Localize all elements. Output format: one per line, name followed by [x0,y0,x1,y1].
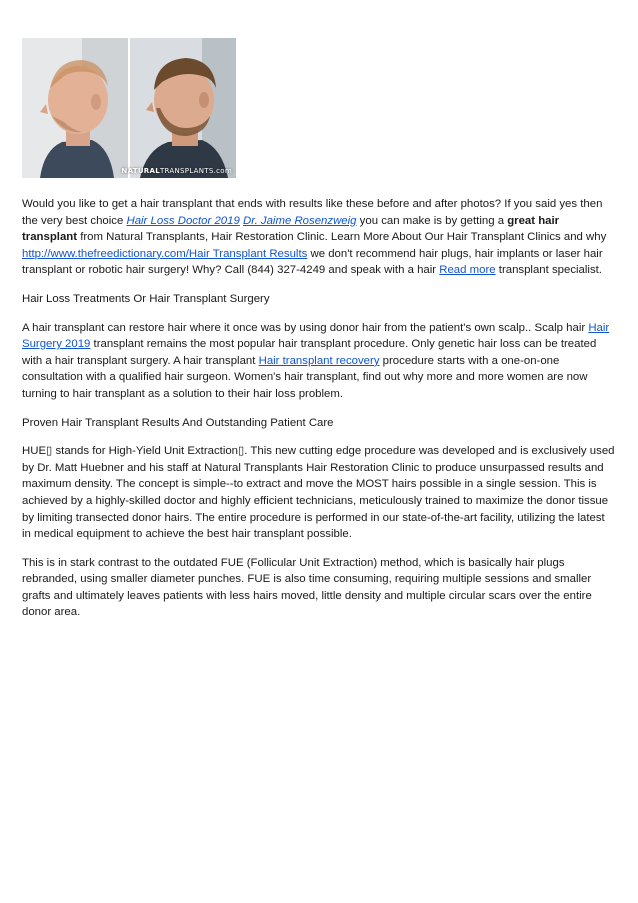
brand-part1: NATURAL [121,167,160,175]
link-hair-surgery-2019[interactable]: Hair Surgery 2019 [22,321,610,351]
link-thefreedictionary[interactable]: http://www.thefreedictionary.com/Hair Transplant Results [22,247,308,260]
paragraph-intro [22,196,616,279]
heading-proven-results: Proven Hair Transplant Results And Outstanding Patient Care [22,416,334,429]
paragraph-hue: HUE▯ stands for High-Yield Unit Extraction▯. This new cutting edge procedure was developed and is exclusively used by Dr. Matt Huebner and his staff at Natural Transplants Hair Restoration Clinic to produce unsurpassed results and maximum density. The concept is simple--to extract and move the MOST hairs possible in a single session. This is achieved by a highly-skilled doctor and highly efficient technicians, meticulously trained to maximize the donor tissue by limiting transected donor hairs. The entire procedure is performed in our state-of-the-art facility, utilizing the latest in medical equipment to achieve the best hair transplant possible. [22,445,615,541]
bold-great-hair-transplant: great hair transplant [22,214,560,244]
link-dr-jaime-rosenzweig[interactable]: Dr. Jaime Rosenzweig [242,214,357,227]
link-hair-transplant-recovery[interactable]: Hair transplant recovery [258,354,380,367]
text: A hair transplant can restore hair where it once was by using donor hair from the patient's own scalp.. Scalp hair [22,321,589,334]
paragraph-fue-contrast: This is in stark contrast to the outdated FUE (Follicular Unit Extraction) method, which is basically hair plugs rebranded, using smaller diameter punches. FUE is also time consuming, requiring multiple sessions and smaller grafts and ultimately leaves patients with less hairs moved, little density and multiple circular scars over the entire donor area. [22,556,592,619]
text: Would you like to get a hair transplant that ends with results like these before and after photos? If you said yes then the very best choice [22,198,603,227]
link-read-more[interactable]: Read more [439,264,496,277]
brand-part2: TRANSPLANTS.com [159,167,232,175]
text: transplant remains the most popular hair transplant procedure. Only genetic hair loss can be treated with a hair transplant surgery. A hair transplant [22,338,597,367]
brand-watermark [121,167,232,175]
text: we don't recommend hair plugs, hair implants or laser hair transplant or robotic hair surgery! Why? Call (844) 327-4249 and speak with a hair [22,247,603,277]
paragraph-hair-transplant [22,320,616,403]
before-after-illustration [22,38,236,178]
before-after-photo [22,38,236,178]
text: from Natural Transplants, Hair Restoration Clinic. Learn More About Our Hair Transplant Clinics and why [77,231,607,244]
article-body [22,196,616,633]
heading-hair-loss-treatments: Hair Loss Treatments Or Hair Transplant Surgery [22,292,270,305]
text: procedure starts with a one-on-one consultation with a qualified hair surgeon. Women's hair transplant, find out why more and more women are now turning to hair transplant as a solution to their hair loss problem. [22,354,588,400]
link-hair-loss-doctor[interactable]: Hair Loss Doctor 2019 [126,214,240,227]
text: you can make is by getting a [356,214,508,227]
text: transplant specialist. [495,264,602,277]
